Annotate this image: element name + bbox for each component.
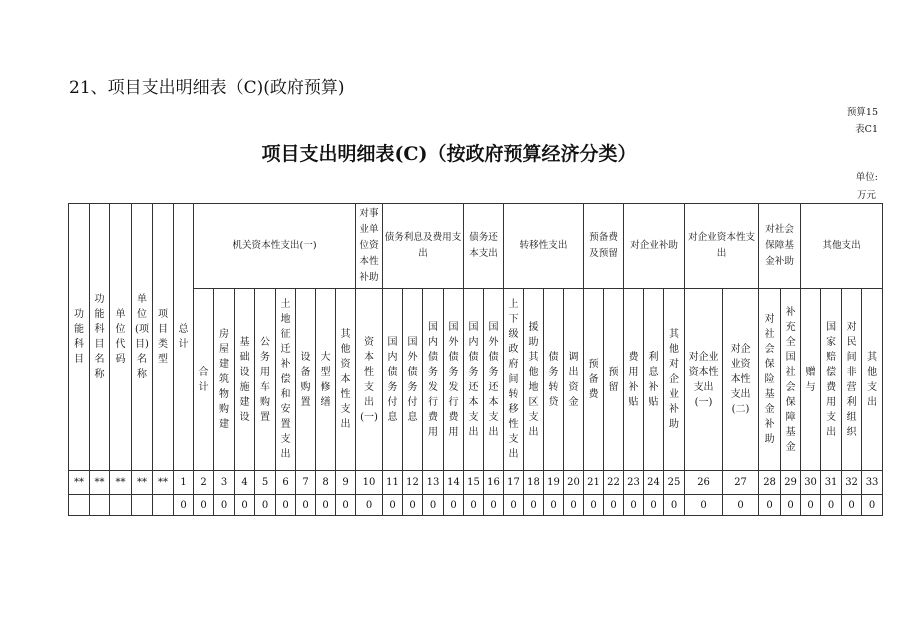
total-cell-text: 0: [261, 499, 269, 511]
column-number-cell: [356, 471, 383, 495]
total-cell: [723, 495, 759, 516]
group-header-text: 对企业资本性支出: [687, 232, 756, 259]
column-header-text: 国外债务还本支出: [488, 321, 499, 438]
group-header: [759, 204, 801, 289]
group-header-text: 对事业单位资本性补助: [359, 208, 379, 283]
column-header-text: 对企业资本性支出(二): [730, 344, 751, 415]
column-header: [444, 289, 464, 471]
group-header: [504, 204, 584, 289]
column-number-cell-text: 23: [627, 477, 640, 488]
total-cell: [664, 495, 685, 516]
column-header: [504, 289, 524, 471]
column-number-cell: [604, 471, 624, 495]
column-number-cell: [276, 471, 296, 495]
column-number-cell-text: 22: [607, 477, 620, 488]
column-header-text: 国内债务还本支出: [468, 321, 479, 438]
column-number-cell: [464, 471, 484, 495]
column-header: [685, 289, 723, 471]
column-header-text: 预备费: [588, 359, 599, 400]
column-number-cell: [484, 471, 504, 495]
column-number-cell-text: 10: [362, 477, 376, 488]
column-header-text: 房屋建筑物购建: [219, 329, 229, 430]
column-number-cell-text: 12: [406, 477, 419, 488]
group-header: [685, 204, 759, 289]
column-number-cell-text: 27: [734, 477, 747, 488]
total-cell: [276, 495, 296, 516]
column-header: [624, 289, 644, 471]
column-header-text: 国外债务付息: [407, 336, 418, 423]
total-cell: [464, 495, 484, 516]
column-header: [801, 289, 821, 471]
total-cell-text: 0: [700, 499, 707, 511]
column-number-cell-text: 8: [322, 477, 329, 488]
total-cell-text: 0: [807, 499, 814, 511]
column-number-cell: [214, 471, 235, 495]
column-number-cell-text: 33: [865, 477, 879, 488]
row-header-text: 功能科目名称: [94, 294, 105, 380]
total-cell: [235, 495, 255, 516]
blank-cell: [110, 495, 132, 516]
total-cell: [444, 495, 464, 516]
unit-value: 万元: [856, 190, 876, 201]
blank-cell: [69, 495, 90, 516]
column-header-text: 对民间非营利组织: [846, 321, 857, 438]
column-header: [194, 289, 214, 471]
column-header-text: 国外债务发行费用: [448, 321, 459, 438]
column-header-text: 对社会保险基金补助: [764, 314, 775, 445]
row-header: [110, 204, 132, 471]
column-number-cell-text: 29: [784, 477, 797, 488]
column-number-cell: [664, 471, 685, 495]
row-header: [174, 204, 194, 471]
column-header-text: 国内债务发行费用: [428, 321, 438, 438]
group-header-text: 其他支出: [822, 240, 861, 251]
group-header-text: 债务还本支出: [469, 232, 498, 259]
key-mark-cell: [153, 471, 174, 495]
column-header-text: 对企业资本性支出(一): [688, 351, 719, 408]
group-header-text: 机关资本性支出(一): [232, 240, 317, 251]
total-cell: [174, 495, 194, 516]
column-number-cell-text: 19: [547, 477, 560, 488]
row-header-text: 单位(项目)名称: [135, 294, 149, 380]
total-cell-text: 0: [550, 499, 557, 511]
column-number-cell: [564, 471, 584, 495]
column-number-cell-text: 26: [697, 477, 710, 488]
total-cell-text: 0: [429, 499, 437, 511]
total-cell-text: 0: [737, 499, 744, 511]
column-header-text: 援助其他地区支出: [528, 321, 539, 438]
column-number-cell-text: 6: [282, 477, 289, 488]
row-header-text: 总计: [178, 324, 189, 350]
key-mark-cell-text: **: [94, 477, 105, 488]
column-header: [664, 289, 685, 471]
column-header: [235, 289, 255, 471]
column-header: [356, 289, 383, 471]
column-number-cell: [444, 471, 464, 495]
column-number-cell: [504, 471, 524, 495]
column-number-cell: [781, 471, 801, 495]
column-header-text: 国内债务付息: [387, 336, 398, 423]
total-cell-text: 0: [570, 499, 577, 511]
column-number-cell-text: 32: [845, 477, 858, 488]
column-number-cell-text: 20: [567, 477, 580, 488]
column-header: [214, 289, 235, 471]
blank-cell: [90, 495, 110, 516]
total-cell: [685, 495, 723, 516]
column-number-cell: [235, 471, 255, 495]
column-header: [423, 289, 444, 471]
column-header-text: 其他资本性支出: [340, 329, 351, 430]
total-cell: [403, 495, 423, 516]
column-header-text: 国家赔偿费用支出: [826, 321, 837, 438]
column-header: [862, 289, 883, 471]
column-header-text: 其他支出: [867, 351, 878, 408]
key-mark-cell-text: **: [158, 477, 168, 488]
column-header: [464, 289, 484, 471]
key-mark-cell: [90, 471, 110, 495]
total-cell: [759, 495, 781, 516]
column-header: [544, 289, 564, 471]
total-cell-text: 0: [590, 499, 597, 511]
column-header: [584, 289, 604, 471]
column-header: [842, 289, 862, 471]
total-cell-text: 0: [490, 499, 497, 511]
column-header: [524, 289, 544, 471]
column-number-cell: [584, 471, 604, 495]
column-number-cell: [194, 471, 214, 495]
column-header: [723, 289, 759, 471]
column-number-cell: [821, 471, 842, 495]
column-number-cell-text: 7: [302, 477, 309, 488]
total-cell-text: 0: [787, 499, 794, 511]
column-number-cell: [544, 471, 564, 495]
column-number-cell-text: 25: [667, 477, 681, 488]
column-header-text: 上下级政府间转移性支出: [508, 299, 519, 460]
total-cell-text: 0: [848, 499, 855, 511]
column-header: [759, 289, 781, 471]
total-cell: [544, 495, 564, 516]
column-header-text: 公务用车购置: [260, 336, 270, 423]
total-cell-text: 0: [510, 499, 517, 511]
group-header: [356, 204, 383, 289]
column-number-cell: [862, 471, 883, 495]
column-header: [276, 289, 296, 471]
unit-label: 单位:: [855, 172, 878, 183]
column-number-cell: [685, 471, 723, 495]
total-cell-text: 0: [282, 499, 289, 511]
total-cell-text: 0: [868, 499, 876, 511]
column-number-cell-text: 9: [342, 477, 349, 488]
group-header: [584, 204, 624, 289]
group-header: [801, 204, 883, 289]
total-cell: [524, 495, 544, 516]
total-cell: [484, 495, 504, 516]
total-cell-text: 0: [302, 499, 309, 511]
column-header-text: 其他对企业补助: [669, 329, 680, 430]
column-number-cell-text: 2: [200, 477, 207, 488]
column-header: [255, 289, 276, 471]
column-header: [403, 289, 423, 471]
column-number-cell-text: 28: [763, 477, 776, 488]
total-cell: [781, 495, 801, 516]
row-header: [69, 204, 90, 471]
column-number-cell: [383, 471, 403, 495]
column-header: [781, 289, 801, 471]
total-cell: [624, 495, 644, 516]
column-header-text: 合计: [198, 366, 209, 393]
total-cell: [214, 495, 235, 516]
total-cell-text: 0: [200, 499, 207, 511]
total-cell-text: 0: [766, 499, 773, 511]
total-cell-text: 0: [630, 499, 637, 511]
column-number-cell: [255, 471, 276, 495]
total-cell-text: 0: [530, 499, 537, 511]
total-cell: [644, 495, 664, 516]
total-cell-text: 0: [365, 499, 373, 511]
total-cell-text: 0: [322, 499, 329, 511]
column-number-cell: [759, 471, 781, 495]
column-number-cell-text: 5: [261, 477, 269, 488]
group-header: [383, 204, 464, 289]
column-header-text: 债务转贷: [548, 351, 559, 408]
total-cell-text: 0: [450, 499, 457, 511]
column-number-cell: [296, 471, 316, 495]
group-header: [624, 204, 685, 289]
group-header: [194, 204, 356, 289]
total-cell: [316, 495, 336, 516]
column-header-text: 大型修缮: [320, 351, 331, 408]
table-code: 表C1: [855, 124, 878, 135]
total-cell-text: 0: [610, 499, 617, 511]
column-number-cell: [842, 471, 862, 495]
total-cell: [862, 495, 883, 516]
column-number-cell-text: 30: [804, 477, 817, 488]
column-number-cell-text: 31: [824, 477, 838, 488]
total-cell: [423, 495, 444, 516]
column-number-cell: [423, 471, 444, 495]
column-number-cell-text: 4: [241, 477, 248, 488]
column-number-cell-text: 17: [507, 477, 520, 488]
total-cell: [821, 495, 842, 516]
column-header: [383, 289, 403, 471]
row-header-text: 功能科目: [74, 309, 84, 365]
column-number-cell-text: 13: [426, 477, 440, 488]
column-header-text: 资本性支出(一): [360, 336, 378, 423]
column-header: [296, 289, 316, 471]
column-header-text: 土地征迁补偿和安置支出: [280, 299, 291, 460]
total-cell: [842, 495, 862, 516]
form-code: 预算15: [846, 107, 878, 118]
column-number-cell: [336, 471, 356, 495]
total-cell: [296, 495, 316, 516]
group-header-text: 转移性支出: [519, 240, 568, 251]
key-mark-cell-text: **: [137, 477, 147, 488]
column-header-text: 费用补贴: [628, 351, 639, 408]
column-header: [604, 289, 624, 471]
column-number-cell-text: 16: [487, 477, 500, 488]
column-header: [564, 289, 584, 471]
column-number-cell: [316, 471, 336, 495]
total-cell-text: 0: [650, 499, 657, 511]
row-header-text: 单位代码: [115, 309, 126, 365]
column-header: [821, 289, 842, 471]
total-cell: [584, 495, 604, 516]
group-header-text: 对社会保障基金补助: [765, 224, 794, 267]
total-cell-text: 0: [220, 499, 228, 511]
column-number-cell-text: 24: [647, 477, 660, 488]
total-cell: [255, 495, 276, 516]
total-cell-text: 0: [241, 499, 248, 511]
key-mark-cell: [132, 471, 153, 495]
column-number-cell-text: 18: [527, 477, 540, 488]
total-cell-text: 0: [470, 499, 477, 511]
column-number-cell-text: 3: [220, 477, 228, 488]
section-heading: 21、项目支出明细表（C)(政府预算): [69, 78, 345, 98]
budget-table: [68, 203, 883, 516]
blank-cell: [153, 495, 174, 516]
column-number-cell-text: 14: [447, 477, 460, 488]
column-header: [644, 289, 664, 471]
column-number-cell: [524, 471, 544, 495]
table-title: 项目支出明细表(C)（按政府预算经济分类）: [261, 143, 637, 165]
total-cell: [383, 495, 403, 516]
group-header: [464, 204, 504, 289]
column-header: [484, 289, 504, 471]
total-cell: [564, 495, 584, 516]
group-header-text: 债务利息及费用支出: [384, 232, 462, 259]
column-header-text: 基础设施建设: [239, 336, 250, 423]
total-cell-text: 0: [409, 499, 416, 511]
column-header-text: 补充全国社会保障基金: [785, 306, 796, 453]
column-number-cell: [624, 471, 644, 495]
column-header: [316, 289, 336, 471]
total-cell-text: 0: [670, 499, 678, 511]
group-header-text: 预备费及预留: [589, 232, 618, 259]
column-number-cell: [174, 471, 194, 495]
total-cell: [604, 495, 624, 516]
total-cell-text: 0: [180, 499, 187, 511]
total-cell-text: 0: [342, 499, 349, 511]
column-header-text: 设备购置: [300, 351, 311, 408]
column-number-cell: [644, 471, 664, 495]
total-cell: [801, 495, 821, 516]
row-header: [153, 204, 174, 471]
column-header: [336, 289, 356, 471]
column-number-cell-text: 1: [180, 477, 187, 488]
row-header: [90, 204, 110, 471]
column-number-cell: [723, 471, 759, 495]
key-mark-cell-text: **: [115, 477, 126, 488]
column-number-cell: [801, 471, 821, 495]
blank-cell: [132, 495, 153, 516]
total-cell: [504, 495, 524, 516]
key-mark-cell: [110, 471, 132, 495]
key-mark-cell-text: **: [74, 477, 84, 488]
total-cell: [194, 495, 214, 516]
column-number-cell-text: 11: [386, 477, 399, 488]
total-cell: [356, 495, 383, 516]
row-header: [132, 204, 153, 471]
column-header-text: 预留: [608, 366, 619, 393]
column-number-cell-text: 15: [467, 477, 480, 488]
column-header-text: 赠与: [805, 366, 816, 393]
total-cell: [336, 495, 356, 516]
column-header-text: 调出资金: [568, 351, 579, 408]
total-cell-text: 0: [389, 499, 396, 511]
group-header-text: 对企业补助: [630, 240, 679, 251]
column-number-cell: [403, 471, 423, 495]
key-mark-cell: [69, 471, 90, 495]
total-cell-text: 0: [827, 499, 835, 511]
row-header-text: 项目类型: [158, 309, 168, 365]
column-number-cell-text: 21: [587, 477, 600, 488]
column-header-text: 利息补贴: [648, 351, 659, 408]
